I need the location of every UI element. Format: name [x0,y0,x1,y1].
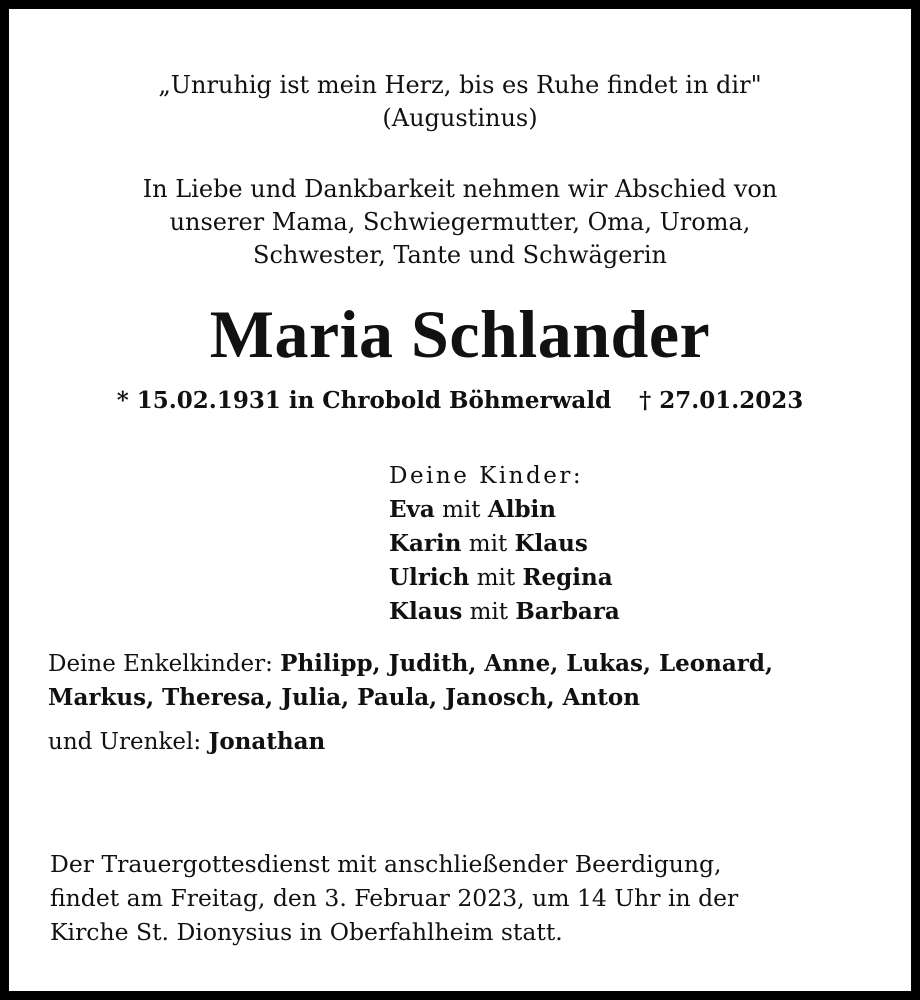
child-name: Klaus [389,598,463,625]
list-item [389,527,620,561]
intro-text [9,173,911,272]
partner-name: Klaus [514,530,588,557]
partner-name: Regina [522,564,613,591]
grandchildren-line [48,647,878,681]
intro-line: In Liebe und Dankbarkeit nehmen wir Abschied von [142,175,778,203]
intro-line: Schwester, Tante und Schwägerin [253,241,667,269]
service-line: Der Trauergottesdienst mit anschließender Beerdigung, [50,850,722,878]
connector: mit [469,599,509,625]
service-line: findet am Freitag, den 3. Februar 2023, um 14 Uhr in der [50,884,739,912]
great-grandchildren [48,725,325,759]
connector: mit [468,531,508,557]
connector: mit [476,565,516,591]
birth-info: * 15.02.1931 in Chrobold Böhmerwald [116,387,612,414]
grandchildren-label: Deine Enkelkinder: [48,651,273,677]
connector: mit [442,497,481,523]
quote-block [9,69,911,135]
great-grandchildren-label: und Urenkel: [48,729,202,755]
list-item [389,595,620,629]
great-grandchildren-names: Jonathan [208,728,326,755]
child-name: Eva [389,496,435,523]
children-heading: Deine Kinder: [389,463,584,489]
grandchildren [48,647,878,715]
death-info: † 27.01.2023 [639,387,804,414]
grandchildren-names: Philipp, Judith, Anne, Lukas, Leonard, [280,650,773,677]
quote-text: „Unruhig ist mein Herz, bis es Ruhe findet in dir" [158,71,762,99]
child-name: Karin [389,530,462,557]
list-item [389,561,620,595]
life-dates [9,384,911,418]
intro-line: unserer Mama, Schwiegermutter, Oma, Uroma, [169,208,751,236]
deceased-name: Maria Schlander [209,296,711,372]
quote-source: (Augustinus) [382,104,538,132]
service-line: Kirche St. Dionysius in Oberfahlheim statt. [50,918,563,946]
list-item [389,493,620,527]
children-list [389,459,620,629]
grandchildren-names-continued: Markus, Theresa, Julia, Paula, Janosch, Anton [48,684,640,711]
partner-name: Barbara [515,598,620,625]
child-name: Ulrich [389,564,470,591]
funeral-service-info [50,847,738,949]
partner-name: Albin [487,496,556,523]
